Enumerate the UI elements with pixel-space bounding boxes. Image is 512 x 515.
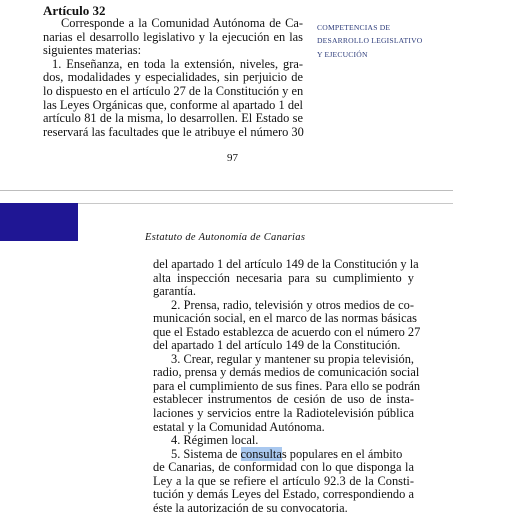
article-continuation: [153, 257, 421, 515]
text-line: las Leyes Orgánicas que, conforme al apartado 1 del: [43, 97, 303, 112]
text-line: lo dispuesto en el artículo 27 de la Constitución y en: [43, 83, 304, 98]
running-head: Estatuto de Autonomía de Canarias: [145, 232, 306, 243]
text-line: garantía.: [153, 284, 196, 299]
text-line: 3. Crear, regular y mantener su propia televisión,: [171, 351, 414, 366]
text-line: de Canarias, de conformidad con lo que disponga la: [153, 460, 414, 475]
text-line: 4. Régimen local.: [171, 433, 259, 448]
text-line: para el cumplimiento de sus fines. Para ello se podrán: [153, 378, 421, 393]
article-body: [43, 17, 303, 139]
text-line: radio, prensa y demás medios de comunicación social: [153, 365, 420, 380]
text-line: que el Estado establezca de acuerdo con el número 27: [153, 324, 421, 339]
margin-note-line: COMPETENCIAS DE: [317, 23, 391, 32]
text-line: tución y demás Leyes del Estado, correspondiendo a: [153, 487, 414, 502]
margin-note-line: Y EJECUCIÓN: [317, 49, 368, 59]
text-line: estatal y la Comunidad Autónoma.: [153, 419, 325, 434]
text-line: Ley a la que se refiere el artículo 92.3 de la Consti-: [153, 473, 414, 488]
margin-note-line: DESARROLLO LEGISLATIVO: [317, 36, 423, 46]
text-line: reservará las facultades que le atribuye el número 30: [43, 124, 304, 139]
page-number: 97: [227, 152, 238, 164]
text-line: municación social, en el marco de las normas básicas: [153, 311, 417, 326]
text-line: éste la autorización de su convocatoria.: [153, 500, 348, 515]
text-line: alta inspección necesaria para su cumplimiento y: [153, 270, 414, 285]
text-line: 2. Prensa, radio, televisión y otros medios de co-: [171, 297, 414, 312]
margin-note: [317, 21, 427, 61]
text-line: del apartado 1 del artículo 149 de la Constitución y la: [153, 257, 419, 271]
search-highlight[interactable]: consulta: [240, 446, 282, 461]
viewer-background: [453, 0, 512, 509]
page-gap: [0, 191, 512, 203]
text-line: artículo 81 de la misma, lo desarrollen. El Estado se: [43, 111, 303, 126]
text-line: del apartado 1 del artículo 149 de la Constitución.: [153, 338, 401, 353]
text-line: laciones y servicios entre la Radiotelevisión pública: [153, 406, 414, 421]
text-line-with-highlight: [153, 448, 414, 462]
text-line: Corresponde a la Comunidad Autónoma de Ca-: [61, 16, 303, 30]
decorative-blue-block: [0, 203, 78, 241]
pdf-page-upper: [0, 0, 453, 191]
text-line: dos, modalidades y especialidades, sin perjuicio de: [43, 70, 303, 85]
text-fragment: populares en el ámbito: [286, 446, 403, 461]
text-line: narias el desarrollo legislativo y la ejecución en las: [43, 29, 303, 44]
text-line: siguientes materias:: [43, 43, 142, 58]
text-fragment: s: [281, 446, 287, 461]
text-line: 1. Enseñanza, en toda la extensión, niveles, gra-: [52, 56, 303, 71]
text-fragment: 5. Sistema de: [171, 446, 241, 461]
article-heading: Artículo 32: [43, 3, 106, 18]
text-line: establecer instrumentos de cesión de uso de insta-: [153, 392, 414, 407]
